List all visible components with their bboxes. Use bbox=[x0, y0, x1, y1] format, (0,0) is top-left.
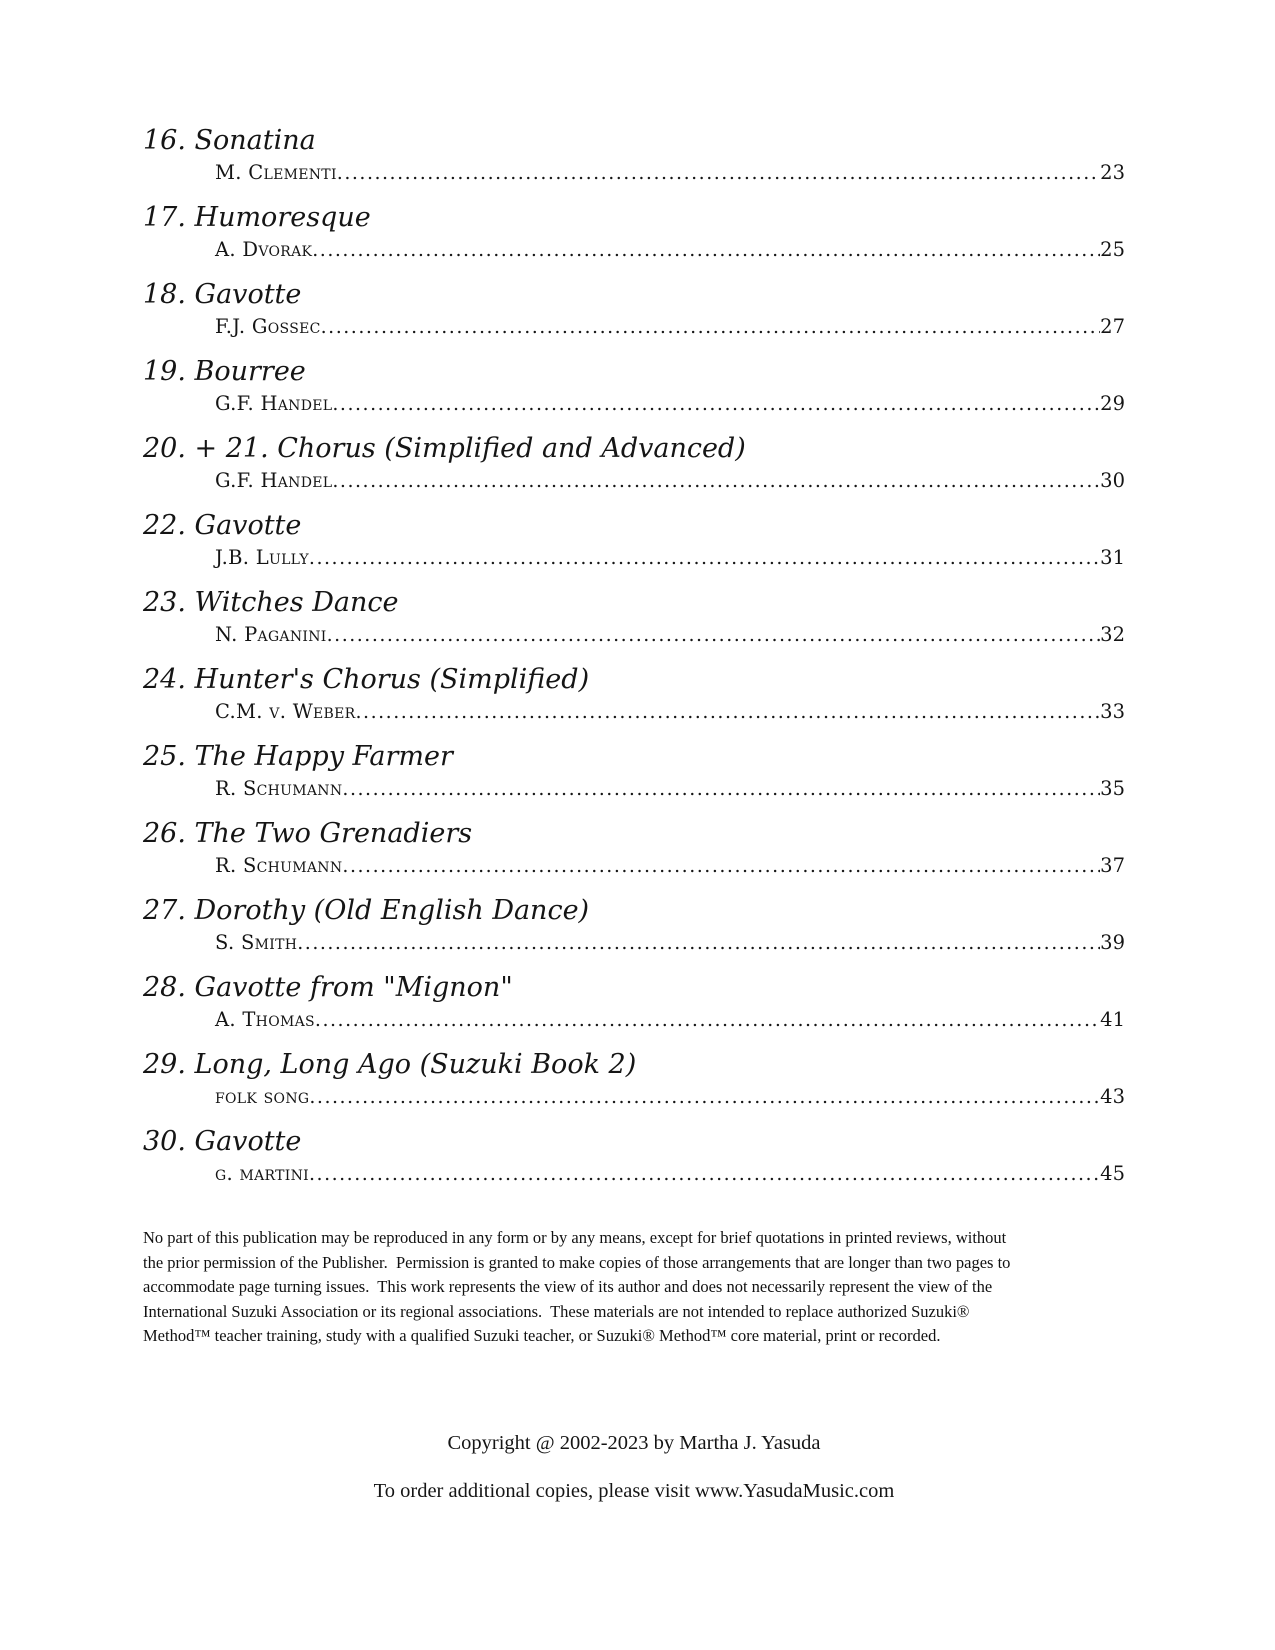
toc-entry-page: 30 bbox=[1100, 469, 1125, 492]
toc-entry-page: 37 bbox=[1100, 854, 1125, 877]
toc-entry bbox=[143, 585, 1125, 649]
dot-leader bbox=[327, 621, 1101, 649]
toc-entry-row bbox=[143, 1160, 1125, 1188]
toc-entry-row bbox=[143, 698, 1125, 726]
notice-line: International Suzuki Association or its regional associations. These materials are not intended to replace authorized Suzuki® bbox=[143, 1301, 970, 1321]
toc-entry bbox=[143, 431, 1125, 495]
dot-leader bbox=[321, 313, 1101, 341]
toc-entry-composer: A. Dvorak bbox=[215, 238, 313, 261]
dot-leader bbox=[337, 159, 1100, 187]
toc-entry-heading: 29. Long, Long Ago (Suzuki Book 2) bbox=[143, 1049, 637, 1080]
toc-entry-page: 43 bbox=[1100, 1085, 1125, 1108]
copyright-line: Copyright @ 2002-2023 by Martha J. Yasuda bbox=[447, 1431, 821, 1454]
toc-entry-heading: 19. Bourree bbox=[143, 356, 306, 387]
toc-entry-composer: A. Thomas bbox=[215, 1008, 315, 1031]
toc-entry bbox=[143, 123, 1125, 187]
notice-line: Method™ teacher training, study with a qualified Suzuki teacher, or Suzuki® Method™ core material, print or recorded. bbox=[143, 1326, 941, 1345]
toc-entry-composer: N. Paganini bbox=[215, 623, 327, 646]
toc-entry-composer: R. Schumann bbox=[215, 777, 343, 800]
toc-entry-row bbox=[143, 159, 1125, 187]
toc-entry-row bbox=[143, 236, 1125, 264]
dot-leader bbox=[309, 1083, 1100, 1111]
toc-entry-heading: 28. Gavotte from "Mignon" bbox=[143, 972, 513, 1003]
toc-entry-row bbox=[143, 1083, 1125, 1111]
toc-entry-page: 41 bbox=[1100, 1008, 1125, 1031]
toc-entry-page: 35 bbox=[1100, 777, 1125, 800]
toc-entry-composer: J.B. Lully bbox=[215, 546, 309, 569]
toc-entry bbox=[143, 739, 1125, 803]
toc-entry-row bbox=[143, 929, 1125, 957]
toc-entry-composer: R. Schumann bbox=[215, 854, 343, 877]
dot-leader bbox=[332, 390, 1100, 418]
toc-entry-page: 33 bbox=[1100, 700, 1125, 723]
toc-entry-page: 31 bbox=[1100, 546, 1125, 569]
toc-entry-heading: 22. Gavotte bbox=[143, 510, 302, 541]
toc-entry-row bbox=[143, 313, 1125, 341]
dot-leader bbox=[315, 1006, 1100, 1034]
toc-entry bbox=[143, 200, 1125, 264]
toc-entry-composer: folk song bbox=[215, 1085, 310, 1108]
toc-entry bbox=[143, 893, 1125, 957]
dot-leader bbox=[332, 467, 1100, 495]
toc-entry-composer: C.M. v. Weber bbox=[215, 700, 356, 723]
toc-entry bbox=[143, 970, 1125, 1034]
toc-entry-page: 39 bbox=[1100, 931, 1125, 954]
toc-entry bbox=[143, 508, 1125, 572]
dot-leader bbox=[309, 544, 1100, 572]
toc-entry-page: 23 bbox=[1100, 161, 1125, 184]
toc-entry-composer: S. Smith bbox=[215, 931, 298, 954]
toc-entry-heading: 30. Gavotte bbox=[143, 1126, 302, 1157]
toc-entry-page: 27 bbox=[1100, 315, 1125, 338]
toc-entry-composer: M. Clementi bbox=[215, 161, 337, 184]
dot-leader bbox=[309, 1160, 1100, 1188]
toc-entry-row bbox=[143, 621, 1125, 649]
toc-entry-page: 25 bbox=[1100, 238, 1125, 261]
toc-entry-heading: 23. Witches Dance bbox=[143, 587, 399, 618]
toc-entry-heading: 17. Humoresque bbox=[143, 202, 371, 233]
toc-entry-row bbox=[143, 775, 1125, 803]
copyright-notice bbox=[143, 1226, 1125, 1349]
toc-entry-heading: 16. Sonatina bbox=[143, 125, 316, 156]
toc-entry bbox=[143, 1124, 1125, 1188]
toc-entry-composer: g. martini bbox=[215, 1162, 309, 1185]
notice-line: No part of this publication may be reproduced in any form or by any means, except for brief quotations in printed reviews, without bbox=[143, 1228, 1007, 1247]
toc-entry-composer: G.F. Handel bbox=[215, 392, 333, 415]
toc-entry-page: 29 bbox=[1100, 392, 1125, 415]
dot-leader bbox=[297, 929, 1100, 957]
dot-leader bbox=[342, 852, 1100, 880]
notice-line: accommodate page turning issues. This work represents the view of its author and does not necessarily represent the view of the bbox=[143, 1277, 993, 1296]
toc-entry-composer: F.J. Gossec bbox=[215, 315, 321, 338]
toc-entry-heading: 25. The Happy Farmer bbox=[143, 741, 453, 772]
toc-entry bbox=[143, 277, 1125, 341]
toc-entry-row bbox=[143, 467, 1125, 495]
toc-entry bbox=[143, 1047, 1125, 1111]
toc-entry-heading: 24. Hunter's Chorus (Simplified) bbox=[143, 664, 590, 695]
toc-entry-row bbox=[143, 852, 1125, 880]
toc-entry-heading: 18. Gavotte bbox=[143, 279, 302, 310]
toc-entry-heading: 27. Dorothy (Old English Dance) bbox=[143, 895, 590, 926]
toc-entry-page: 45 bbox=[1100, 1162, 1125, 1185]
toc-entry-row bbox=[143, 544, 1125, 572]
toc-entry-composer: G.F. Handel bbox=[215, 469, 333, 492]
toc-entry bbox=[143, 354, 1125, 418]
dot-leader bbox=[342, 775, 1100, 803]
toc-entry bbox=[143, 662, 1125, 726]
toc-entry-heading: 26. The Two Grenadiers bbox=[143, 818, 473, 849]
notice-line: the prior permission of the Publisher. Permission is granted to make copies of those arrangements that are longer than two pages to bbox=[143, 1252, 1011, 1272]
dot-leader bbox=[312, 236, 1100, 264]
toc-entry-heading: 20. + 21. Chorus (Simplified and Advanced) bbox=[143, 433, 746, 464]
toc-entry-row bbox=[143, 390, 1125, 418]
dot-leader bbox=[356, 698, 1101, 726]
order-info-line: To order additional copies, please visit www.YasudaMusic.com bbox=[373, 1479, 895, 1502]
toc-entry-row bbox=[143, 1006, 1125, 1034]
toc-entry-page: 32 bbox=[1100, 623, 1125, 646]
toc-entry bbox=[143, 816, 1125, 880]
